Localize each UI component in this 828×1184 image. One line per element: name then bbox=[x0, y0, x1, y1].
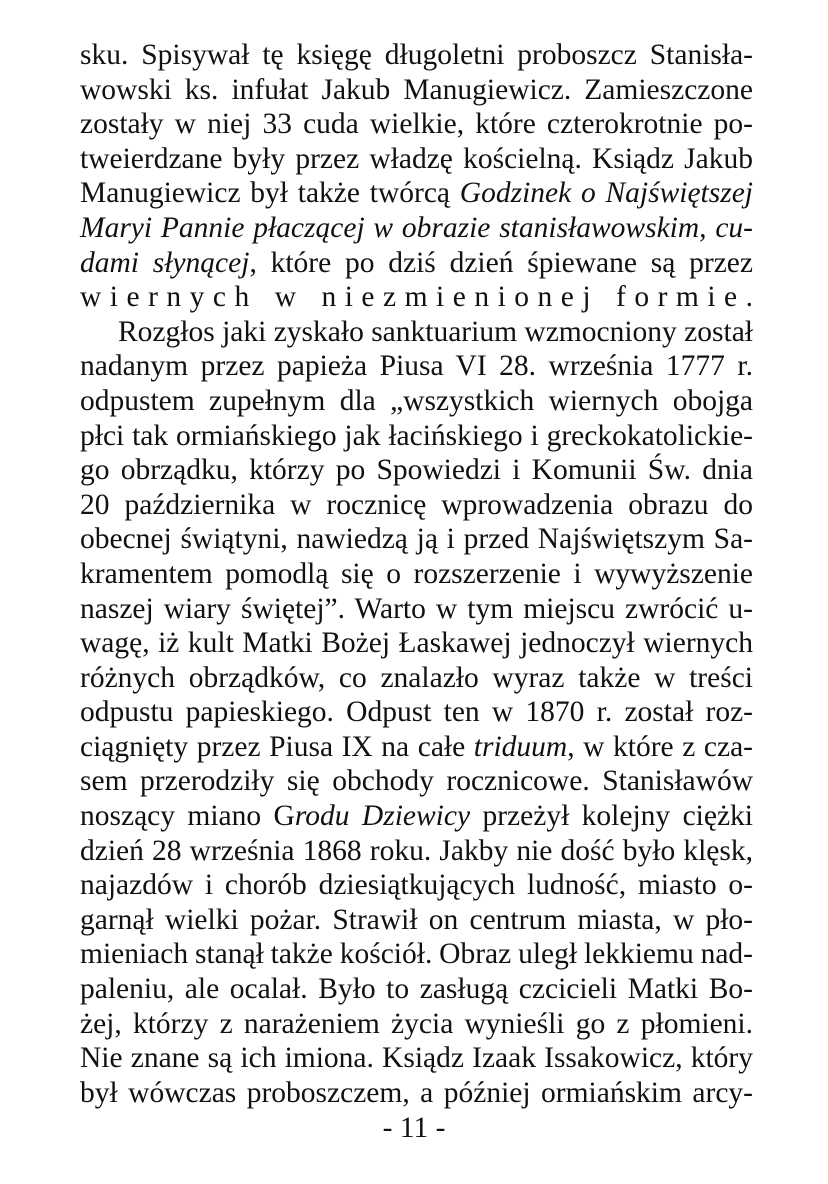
text-line: najazdów i chorób dziesiątkujących ludność, miasto o- bbox=[80, 869, 753, 902]
text-line: paleniu, ale ocalał. Było to zasługą czcicieli Matki Bo- bbox=[80, 973, 753, 1006]
document-body bbox=[80, 38, 753, 1110]
text-line: naszej wiary świętej”. Warto w tym miejscu zwrócić u- bbox=[80, 592, 753, 625]
text-line: nadanym przez papieża Piusa VI 28. września 1777 r. bbox=[80, 350, 753, 383]
text-line: wagę, iż kult Matki Bożej Łaskawej jednoczył wiernych bbox=[80, 627, 753, 660]
text-segment: noszący miano G bbox=[80, 800, 295, 833]
text-line: obecnej świątyni, nawiedzą ją i przed Najświętszym Sa- bbox=[80, 523, 753, 556]
italic-term: rodu Dziewicy bbox=[294, 800, 471, 833]
text-line: go obrządku, którzy po Spowiedzi i Komunii Św. dnia bbox=[80, 454, 753, 487]
text-line: zostały w niej 33 cuda wielkie, które czterokrotnie po- bbox=[80, 108, 753, 141]
text-line bbox=[80, 730, 753, 765]
text-line: sem przerodziły się obchody rocznicowe. Stanisławów bbox=[80, 765, 753, 798]
text-segment: przeżył kolejny ciężki bbox=[470, 800, 753, 833]
text-segment: Manugiewicz był także twórcą bbox=[80, 177, 460, 210]
text-line: żej, którzy z narażeniem życia wynieśli go z płomieni. bbox=[80, 1007, 753, 1040]
text-segment: , w które z cza- bbox=[567, 730, 753, 763]
italic-term: triduum bbox=[473, 730, 568, 763]
italic-title: dami słynącej bbox=[80, 246, 250, 279]
italic-title: Maryi Pannie płaczącej w obrazie stanisławowskim, cu- bbox=[80, 211, 753, 244]
text-line bbox=[80, 176, 753, 211]
page-number: - 11 - bbox=[382, 1112, 446, 1144]
italic-title: Godzinek o Najświętszej bbox=[459, 177, 753, 210]
paragraph-first-line: Rozgłos jaki zyskało sanktuarium wzmocniony został bbox=[118, 315, 753, 348]
text-line: tweierdzane były przez władzę kościelną. Ksiądz Jakub bbox=[80, 142, 753, 175]
text-segment: ciągnięty przez Piusa IX na całe bbox=[80, 730, 474, 763]
text-line: dzień 28 września 1868 roku. Jakby nie dość było klęsk, bbox=[80, 834, 753, 867]
text-line bbox=[80, 799, 753, 834]
text-line: 20 października w rocznicę wprowadzenia obrazu do bbox=[80, 488, 753, 521]
text-line: płci tak ormiańskiego jak łacińskiego i greckokatolickie- bbox=[80, 419, 753, 452]
text-line: różnych obrządków, co znalazło wyraz także w treści bbox=[80, 661, 753, 694]
text-line: mieniach stanął także kościół. Obraz uległ lekkiemu nad- bbox=[80, 938, 753, 971]
text-line: wowski ks. infułat Jakub Manugiewicz. Zamieszczone bbox=[80, 73, 753, 106]
text-line: odpustem zupełnym dla „wszystkich wiernych obojga bbox=[80, 384, 753, 417]
text-line: był wówczas proboszczem, a później ormiańskim arcy- bbox=[80, 1076, 753, 1109]
text-line: kramentem pomodlą się o rozszerzenie i wywyższenie bbox=[80, 557, 753, 590]
text-line bbox=[80, 211, 753, 246]
text-line: odpustu papieskiego. Odpust ten w 1870 r. został roz- bbox=[80, 696, 753, 729]
text-line: Nie znane są ich imiona. Ksiądz Izaak Issakowicz, który bbox=[80, 1042, 753, 1075]
text-line-spaced: w i e r n y c h w n i e z m i e n i o n e j f o r m i e . bbox=[80, 281, 753, 314]
text-line bbox=[80, 246, 753, 281]
text-segment: , które po dziś dzień śpiewane są przez bbox=[249, 246, 753, 279]
text-line: garnął wielki pożar. Strawił on centrum miasta, w pło- bbox=[80, 903, 753, 936]
text-line: sku. Spisywał tę księgę długoletni proboszcz Stanisła- bbox=[80, 39, 753, 71]
